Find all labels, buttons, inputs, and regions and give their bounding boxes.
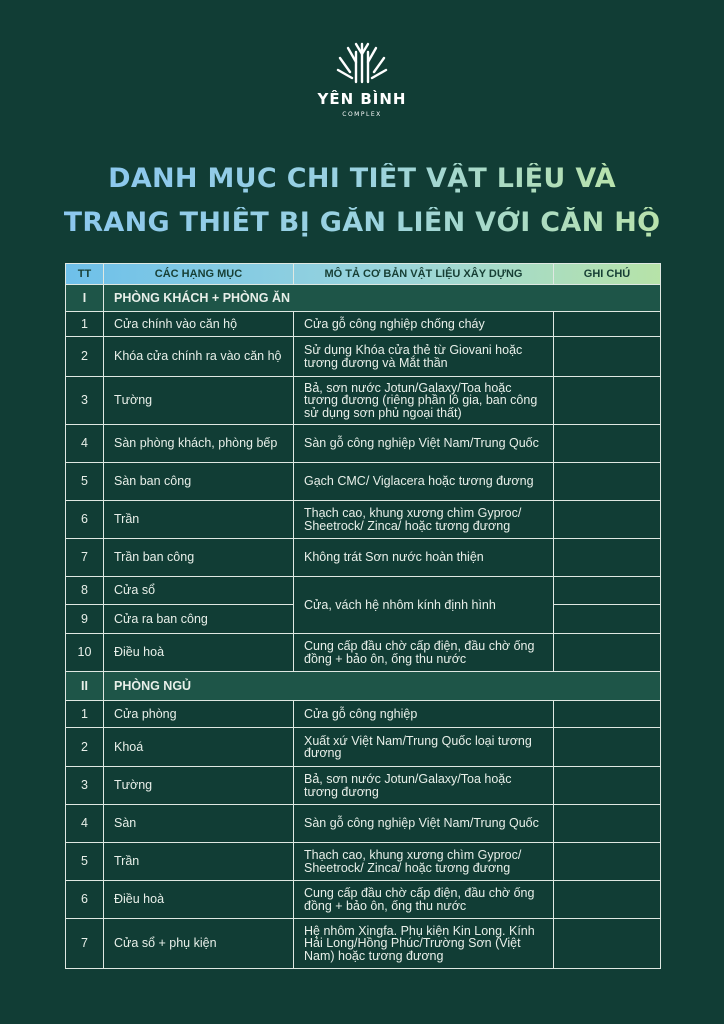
- row-desc: Bả, sơn nước Jotun/Galaxy/Toa hoặc tương đương: [294, 767, 554, 805]
- row-number: 2: [66, 728, 104, 767]
- row-number: 8: [66, 577, 104, 605]
- row-note: [554, 605, 661, 634]
- row-desc: Sàn gỗ công nghiệp Việt Nam/Trung Quốc: [294, 805, 554, 843]
- title-line-2: TRANG THIẾT BỊ GẮN LIỀN VỚI CĂN HỘ: [63, 207, 661, 238]
- header-desc: MÔ TẢ CƠ BẢN VẬT LIỆU XÂY DỰNG: [294, 264, 554, 285]
- row-number: 9: [66, 605, 104, 634]
- materials-table: [65, 263, 661, 969]
- row-desc: Cửa, vách hệ nhôm kính định hình: [294, 577, 554, 634]
- row-number: 2: [66, 337, 104, 377]
- row-item: Điều hoà: [104, 881, 294, 919]
- row-number: 4: [66, 425, 104, 463]
- row-number: 5: [66, 463, 104, 501]
- row-desc: Cung cấp đầu chờ cấp điện, đầu chờ ống đồng + bảo ôn, ống thu nước: [294, 634, 554, 672]
- row-note: [554, 805, 661, 843]
- row-note: [554, 843, 661, 881]
- header-tt: TT: [66, 264, 104, 285]
- row-item: Điều hoà: [104, 634, 294, 672]
- row-number: 3: [66, 767, 104, 805]
- table-row: [66, 337, 661, 377]
- section-number: II: [66, 672, 104, 701]
- row-desc: Sàn gỗ công nghiệp Việt Nam/Trung Quốc: [294, 425, 554, 463]
- row-number: 1: [66, 312, 104, 337]
- row-desc: Hệ nhôm Xingfa. Phụ kiện Kin Long. Kính Hải Long/Hồng Phúc/Trường Sơn (Việt Nam) hoặc tương đương: [294, 919, 554, 969]
- row-number: 10: [66, 634, 104, 672]
- table-row: [66, 843, 661, 881]
- row-item: Cửa phòng: [104, 701, 294, 728]
- brand-name: YÊN BÌNH: [317, 90, 407, 108]
- row-note: [554, 425, 661, 463]
- row-number: 6: [66, 881, 104, 919]
- row-note: [554, 634, 661, 672]
- brand-logo: [0, 38, 724, 118]
- table-row: [66, 881, 661, 919]
- row-item: Cửa ra ban công: [104, 605, 294, 634]
- section-row: [66, 285, 661, 312]
- row-desc: Cửa gỗ công nghiệp chống cháy: [294, 312, 554, 337]
- row-desc: Sử dụng Khóa cửa thẻ từ Giovani hoặc tương đương và Mắt thần: [294, 337, 554, 377]
- table-row: [66, 539, 661, 577]
- row-number: 1: [66, 701, 104, 728]
- table-row: [66, 728, 661, 767]
- row-note: [554, 728, 661, 767]
- row-item: Trần: [104, 843, 294, 881]
- row-note: [554, 377, 661, 425]
- header-item: CÁC HẠNG MỤC: [104, 264, 294, 285]
- row-desc: Thạch cao, khung xương chìm Gyproc/ Sheetrock/ Zinca/ hoặc tương đương: [294, 843, 554, 881]
- row-number: 5: [66, 843, 104, 881]
- row-note: [554, 577, 661, 605]
- row-desc: Cung cấp đầu chờ cấp điện, đầu chờ ống đồng + bảo ôn, ống thu nước: [294, 881, 554, 919]
- row-item: Sàn phòng khách, phòng bếp: [104, 425, 294, 463]
- row-item: Tường: [104, 377, 294, 425]
- table-row: [66, 312, 661, 337]
- row-number: 7: [66, 919, 104, 969]
- row-note: [554, 881, 661, 919]
- table-header-row: [66, 264, 661, 285]
- table-row: [66, 577, 661, 605]
- row-desc: Cửa gỗ công nghiệp: [294, 701, 554, 728]
- row-note: [554, 919, 661, 969]
- table-row: [66, 377, 661, 425]
- row-note: [554, 539, 661, 577]
- table-row: [66, 767, 661, 805]
- section-number: I: [66, 285, 104, 312]
- row-desc: Bả, sơn nước Jotun/Galaxy/Toa hoặc tương đương (riêng phần lô gia, ban công sử dụng sơn phủ ngoại thất): [294, 377, 554, 425]
- row-item: Khóa cửa chính ra vào căn hộ: [104, 337, 294, 377]
- tree-logo-icon: [334, 38, 390, 84]
- row-item: Sàn: [104, 805, 294, 843]
- row-number: 3: [66, 377, 104, 425]
- title-line-1: DANH MỤC CHI TIẾT VẬT LIỆU VÀ: [108, 163, 616, 194]
- row-number: 4: [66, 805, 104, 843]
- table-row: [66, 919, 661, 969]
- page-title: [0, 157, 724, 245]
- row-number: 7: [66, 539, 104, 577]
- row-desc: Xuất xứ Việt Nam/Trung Quốc loại tương đương: [294, 728, 554, 767]
- table-row: [66, 634, 661, 672]
- row-desc: Thạch cao, khung xương chìm Gyproc/ Sheetrock/ Zinca/ hoặc tương đương: [294, 501, 554, 539]
- row-item: Trần ban công: [104, 539, 294, 577]
- row-item: Cửa chính vào căn hộ: [104, 312, 294, 337]
- section-label: PHÒNG KHÁCH + PHÒNG ĂN: [104, 285, 661, 312]
- brand-sub: COMPLEX: [342, 111, 382, 118]
- row-note: [554, 501, 661, 539]
- table-row: [66, 463, 661, 501]
- row-number: 6: [66, 501, 104, 539]
- header-note: GHI CHÚ: [554, 264, 661, 285]
- section-row: [66, 672, 661, 701]
- row-desc: Gạch CMC/ Viglacera hoặc tương đương: [294, 463, 554, 501]
- row-note: [554, 312, 661, 337]
- row-item: Trần: [104, 501, 294, 539]
- table-row: [66, 501, 661, 539]
- row-item: Sàn ban công: [104, 463, 294, 501]
- row-note: [554, 337, 661, 377]
- table-row: [66, 701, 661, 728]
- row-note: [554, 701, 661, 728]
- row-item: Cửa sổ: [104, 577, 294, 605]
- table-row: [66, 805, 661, 843]
- section-label: PHÒNG NGỦ: [104, 672, 661, 701]
- row-item: Tường: [104, 767, 294, 805]
- row-desc: Không trát Sơn nước hoàn thiện: [294, 539, 554, 577]
- row-note: [554, 767, 661, 805]
- row-item: Cửa sổ + phụ kiện: [104, 919, 294, 969]
- row-item: Khoá: [104, 728, 294, 767]
- table-row: [66, 425, 661, 463]
- row-note: [554, 463, 661, 501]
